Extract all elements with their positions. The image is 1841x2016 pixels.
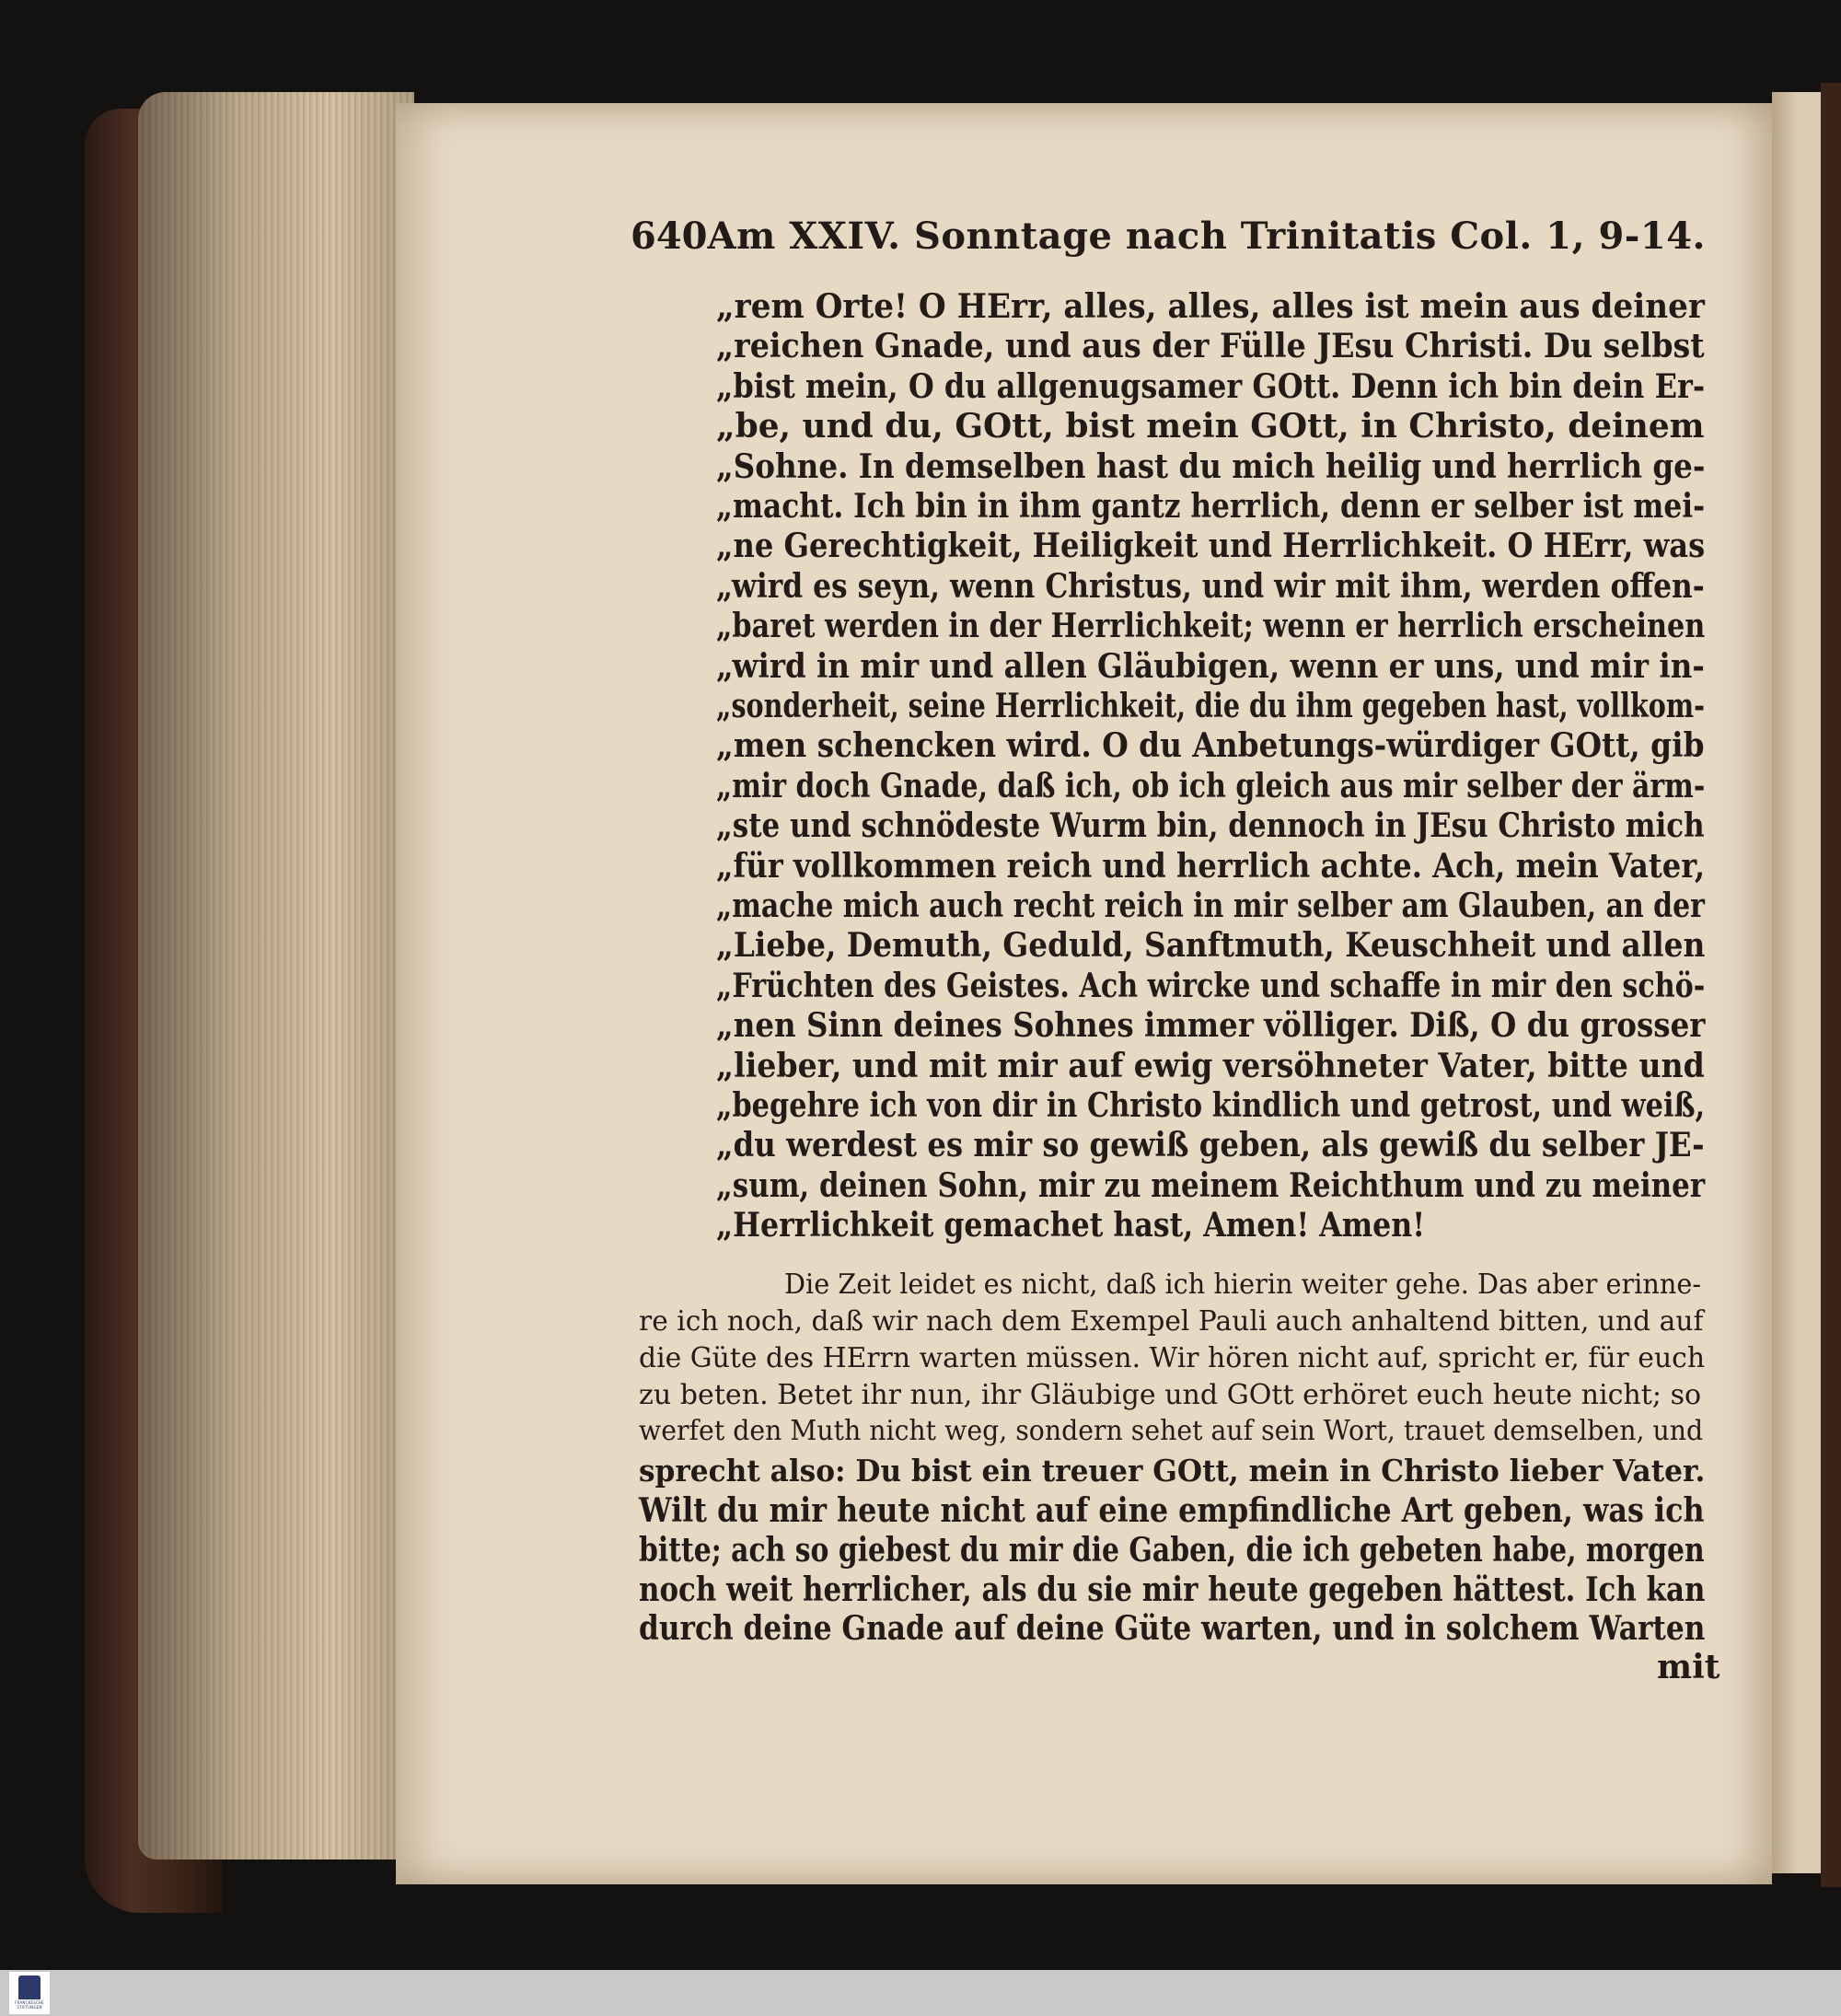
prayer-line: „begehre ich von dir in Christo kindlich und getrost, und weiß, — [716, 1086, 1706, 1125]
running-title: Am XXIV. Sonntage nach Trinitatis Col. 1, 9-14. — [707, 214, 1706, 258]
body-text-line: Die Zeit leidet es nicht, daß ich hierin weiter gehe. Das aber erinne- — [784, 1269, 1702, 1301]
logo-text: FRANCKESCHE STIFTUNGEN — [15, 2000, 44, 2010]
prayer-line: „ne Gerechtigkeit, Heiligkeit und Herrlichkeit. O HErr, was — [716, 527, 1706, 566]
body-text-line: re ich noch, daß wir nach dem Exempel Pauli auch anhaltend bitten, und auf — [639, 1305, 1704, 1338]
prayer-line: „baret werden in der Herrlichkeit; wenn er herrlich erscheinen — [716, 607, 1706, 646]
prayer-line: „sonderheit, seine Herrlichkeit, die du ihm gegeben hast, vollkom- — [716, 687, 1705, 725]
catchword: mit — [1657, 1648, 1720, 1686]
body-text-line: durch deine Gnade auf deine Güte warten, und in solchem Warten — [639, 1609, 1706, 1648]
prayer-line: „bist mein, O du allgenugsamer GOtt. Denn ich bin dein Er- — [716, 366, 1706, 406]
prayer-line: „rem Orte! O HErr, alles, alles, alles ist mein aus deiner — [716, 287, 1705, 326]
prayer-line: „sum, deinen Sohn, mir zu meinem Reichthum und zu meiner — [716, 1165, 1706, 1205]
body-text-line: werfet den Muth nicht weg, sondern sehet auf sein Wort, trauet demselben, und — [639, 1415, 1704, 1447]
page-number: 640 — [631, 214, 708, 258]
prayer-line: „Sohne. In demselben hast du mich heilig und herrlich ge- — [716, 446, 1706, 486]
body-text-line: zu beten. Betet ihr nun, ihr Gläubige und GOtt erhöret euch heute nicht; so — [639, 1379, 1702, 1411]
prayer-line: „für vollkommen reich und herrlich achte. Ach, mein Vater, — [716, 846, 1706, 886]
body-text-line: noch weit herrlicher, als du sie mir heute gegeben hättest. Ich kan — [639, 1570, 1706, 1609]
body-text-line: sprecht also: Du bist ein treuer GOtt, mein in Christo lieber Vater. — [639, 1453, 1706, 1489]
viewer-footer-bar — [0, 1970, 1841, 2016]
prayer-line: „reichen Gnade, und aus der Fülle JEsu Christi. Du selbst — [716, 327, 1705, 366]
prayer-line: „wird in mir und allen Gläubigen, wenn er uns, und mir in- — [716, 646, 1705, 686]
logo-icon — [18, 1975, 41, 1999]
prayer-line: „mache mich auch recht reich in mir selber am Glauben, an der — [716, 886, 1705, 925]
prayer-line: „men schencken wird. O du Anbetungs-würdiger GOtt, gib — [716, 726, 1705, 766]
body-text-line: die Güte des HErrn warten müssen. Wir hören nicht auf, spricht er, für euch — [639, 1342, 1706, 1374]
prayer-line: „mir doch Gnade, daß ich, ob ich gleich aus mir selber der ärm- — [716, 766, 1706, 805]
prayer-line: „be, und du, GOtt, bist mein GOtt, in Christo, deinem — [716, 407, 1705, 446]
book-cover-right — [1821, 83, 1841, 1887]
body-text-line: Wilt du mir heute nicht auf eine empfindliche Art geben, was ich — [639, 1491, 1705, 1530]
prayer-line: „Liebe, Demuth, Geduld, Sanftmuth, Keuschheit und allen — [716, 926, 1706, 966]
prayer-line: „lieber, und mit mir auf ewig versöhneter Vater, bitte und — [716, 1046, 1705, 1085]
institution-logo[interactable] — [9, 1972, 50, 2014]
body-text-line: bitte; ach so giebest du mir die Gaben, die ich gebeten habe, morgen — [639, 1531, 1705, 1570]
page-header — [631, 214, 1706, 258]
prayer-line: „wird es seyn, wenn Christus, und wir mit ihm, werden offen- — [716, 566, 1705, 606]
page-edge-shade — [138, 92, 414, 1860]
prayer-line: „macht. Ich bin in ihm gantz herrlich, denn er selber ist mei- — [716, 487, 1706, 526]
prayer-line: „Früchten des Geistes. Ach wircke und schaffe in mir den schö- — [716, 966, 1706, 1005]
prayer-line: „nen Sinn deines Sohnes immer völliger. Diß, O du grosser — [716, 1006, 1706, 1046]
prayer-line: „du werdest es mir so gewiß geben, als gewiß du selber JE- — [716, 1126, 1705, 1165]
prayer-line: „ste und schnödeste Wurm bin, dennoch in JEsu Christo mich — [716, 806, 1705, 846]
prayer-line: „Herrlichkeit gemachet hast, Amen! Amen! — [716, 1206, 1426, 1246]
